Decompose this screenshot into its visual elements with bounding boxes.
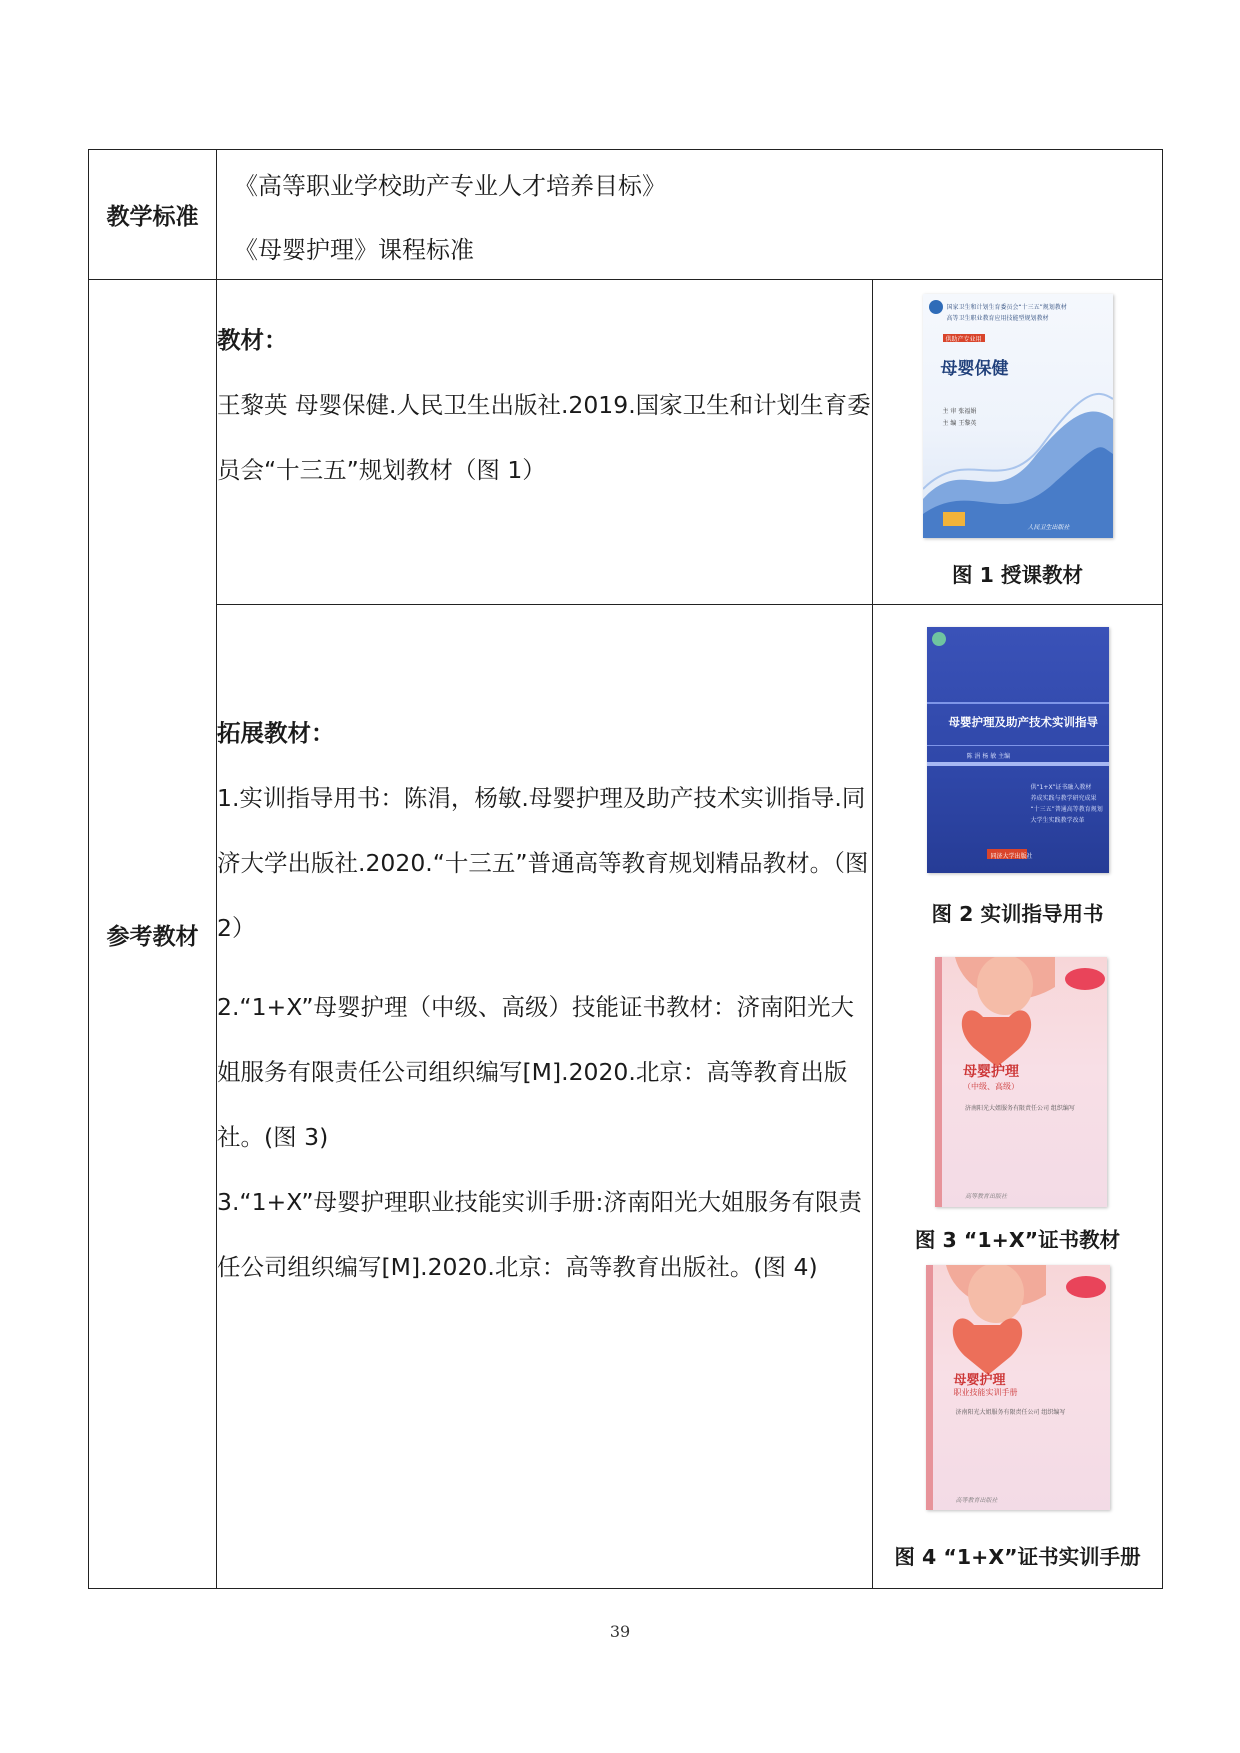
cover-title: 母婴护理及助产技术实训指导 — [948, 715, 1098, 729]
cover-name: 主 审 张福娟 — [942, 408, 977, 415]
figure-4-caption: 图 4 “1+X”证书实训手册 — [894, 1545, 1141, 1569]
book-cover-training-manual — [926, 1265, 1110, 1510]
figure-1-cell — [873, 280, 1163, 605]
standard-line: 《母婴护理》课程标准 — [234, 236, 474, 264]
main-textbook-text: 王黎英 母婴保健.人民卫生出版社.2019.国家卫生和计划生育委员会“十三五”规划教材（图 1） — [217, 391, 871, 484]
book-cover-certificate-textbook — [935, 957, 1107, 1207]
cover-org: 济南阳光大姐服务有限责任公司 组织编写 — [955, 1409, 1066, 1416]
cover-series-tag: 供助产专业用 — [945, 336, 982, 343]
page-number: 39 — [609, 1622, 631, 1641]
teaching-standard-label: 教学标准 — [89, 150, 217, 280]
teaching-standard-content — [217, 150, 1163, 280]
cover-title: 母婴护理 — [963, 1064, 1019, 1080]
extended-textbook-heading: 拓展教材： — [217, 719, 335, 747]
cover-line: 供“1+X”证书融入教材 — [1030, 784, 1092, 791]
cover-line: 养成实践与教学研究成果 — [1030, 795, 1097, 802]
extended-item: 3.“1+X”母婴护理职业技能实训手册:济南阳光大姐服务有限责任公司组织编写[M].2020.北京：高等教育出版社。(图 4) — [217, 1188, 862, 1281]
main-textbook-cell — [217, 280, 873, 605]
cover-publisher: 高等教育出版社 — [955, 1497, 998, 1504]
cover-top-line: 国家卫生和计划生育委员会“十三五”规划教材 — [946, 304, 1067, 311]
cover-publisher: 高等教育出版社 — [965, 1193, 1008, 1200]
figure-3-caption: 图 3 “1+X”证书教材 — [914, 1228, 1121, 1252]
cover-title: 母婴护理 — [953, 1373, 1006, 1388]
cover-authors: 陈 涓 杨 敏 主编 — [966, 753, 1011, 760]
cover-name: 主 编 王黎英 — [942, 420, 977, 427]
extended-item: 1.实训指导用书：陈涓，杨敏.母婴护理及助产技术实训指导.同济大学出版社.2020.“十三五”普通高等教育规划精品教材。（图2） — [217, 784, 869, 942]
cover-publisher: 同济大学出版社 — [990, 853, 1033, 860]
curriculum-table — [88, 149, 1163, 1589]
cover-line: “十三五”普通高等教育规划 — [1030, 806, 1103, 813]
main-textbook-row — [89, 280, 1163, 605]
teaching-standard-row — [89, 150, 1163, 280]
main-textbook-heading: 教材： — [217, 326, 288, 354]
figure-1-caption: 图 1 授课教材 — [951, 563, 1084, 587]
cover-title: 母婴保健 — [940, 359, 1009, 379]
book-cover-training-guide — [927, 627, 1109, 873]
cover-publisher: 人民卫生出版社 — [1027, 524, 1070, 531]
book-cover-mother-infant-health — [923, 294, 1113, 538]
extended-textbook-cell — [217, 605, 873, 1589]
standard-line: 《高等职业学校助产专业人才培养目标》 — [234, 172, 666, 200]
cover-subtitle: （中级、高级） — [963, 1082, 1019, 1091]
extended-item: 2.“1+X”母婴护理（中级、高级）技能证书教材：济南阳光大姐服务有限责任公司组织编写[M].2020.北京：高等教育出版社。(图 3) — [217, 993, 855, 1151]
extended-figures-cell — [873, 605, 1163, 1589]
cover-line: 大学生实践教学改革 — [1030, 817, 1085, 824]
cover-org: 济南阳光大姐服务有限责任公司 组织编写 — [965, 1105, 1075, 1112]
cover-top-line: 高等卫生职业教育应用技能型规划教材 — [946, 315, 1049, 322]
reference-label: 参考教材 — [89, 280, 217, 1589]
figure-2-caption: 图 2 实训指导用书 — [931, 902, 1104, 926]
cover-subtitle: 职业技能实训手册 — [953, 1388, 1018, 1397]
extended-textbook-row — [89, 605, 1163, 1589]
